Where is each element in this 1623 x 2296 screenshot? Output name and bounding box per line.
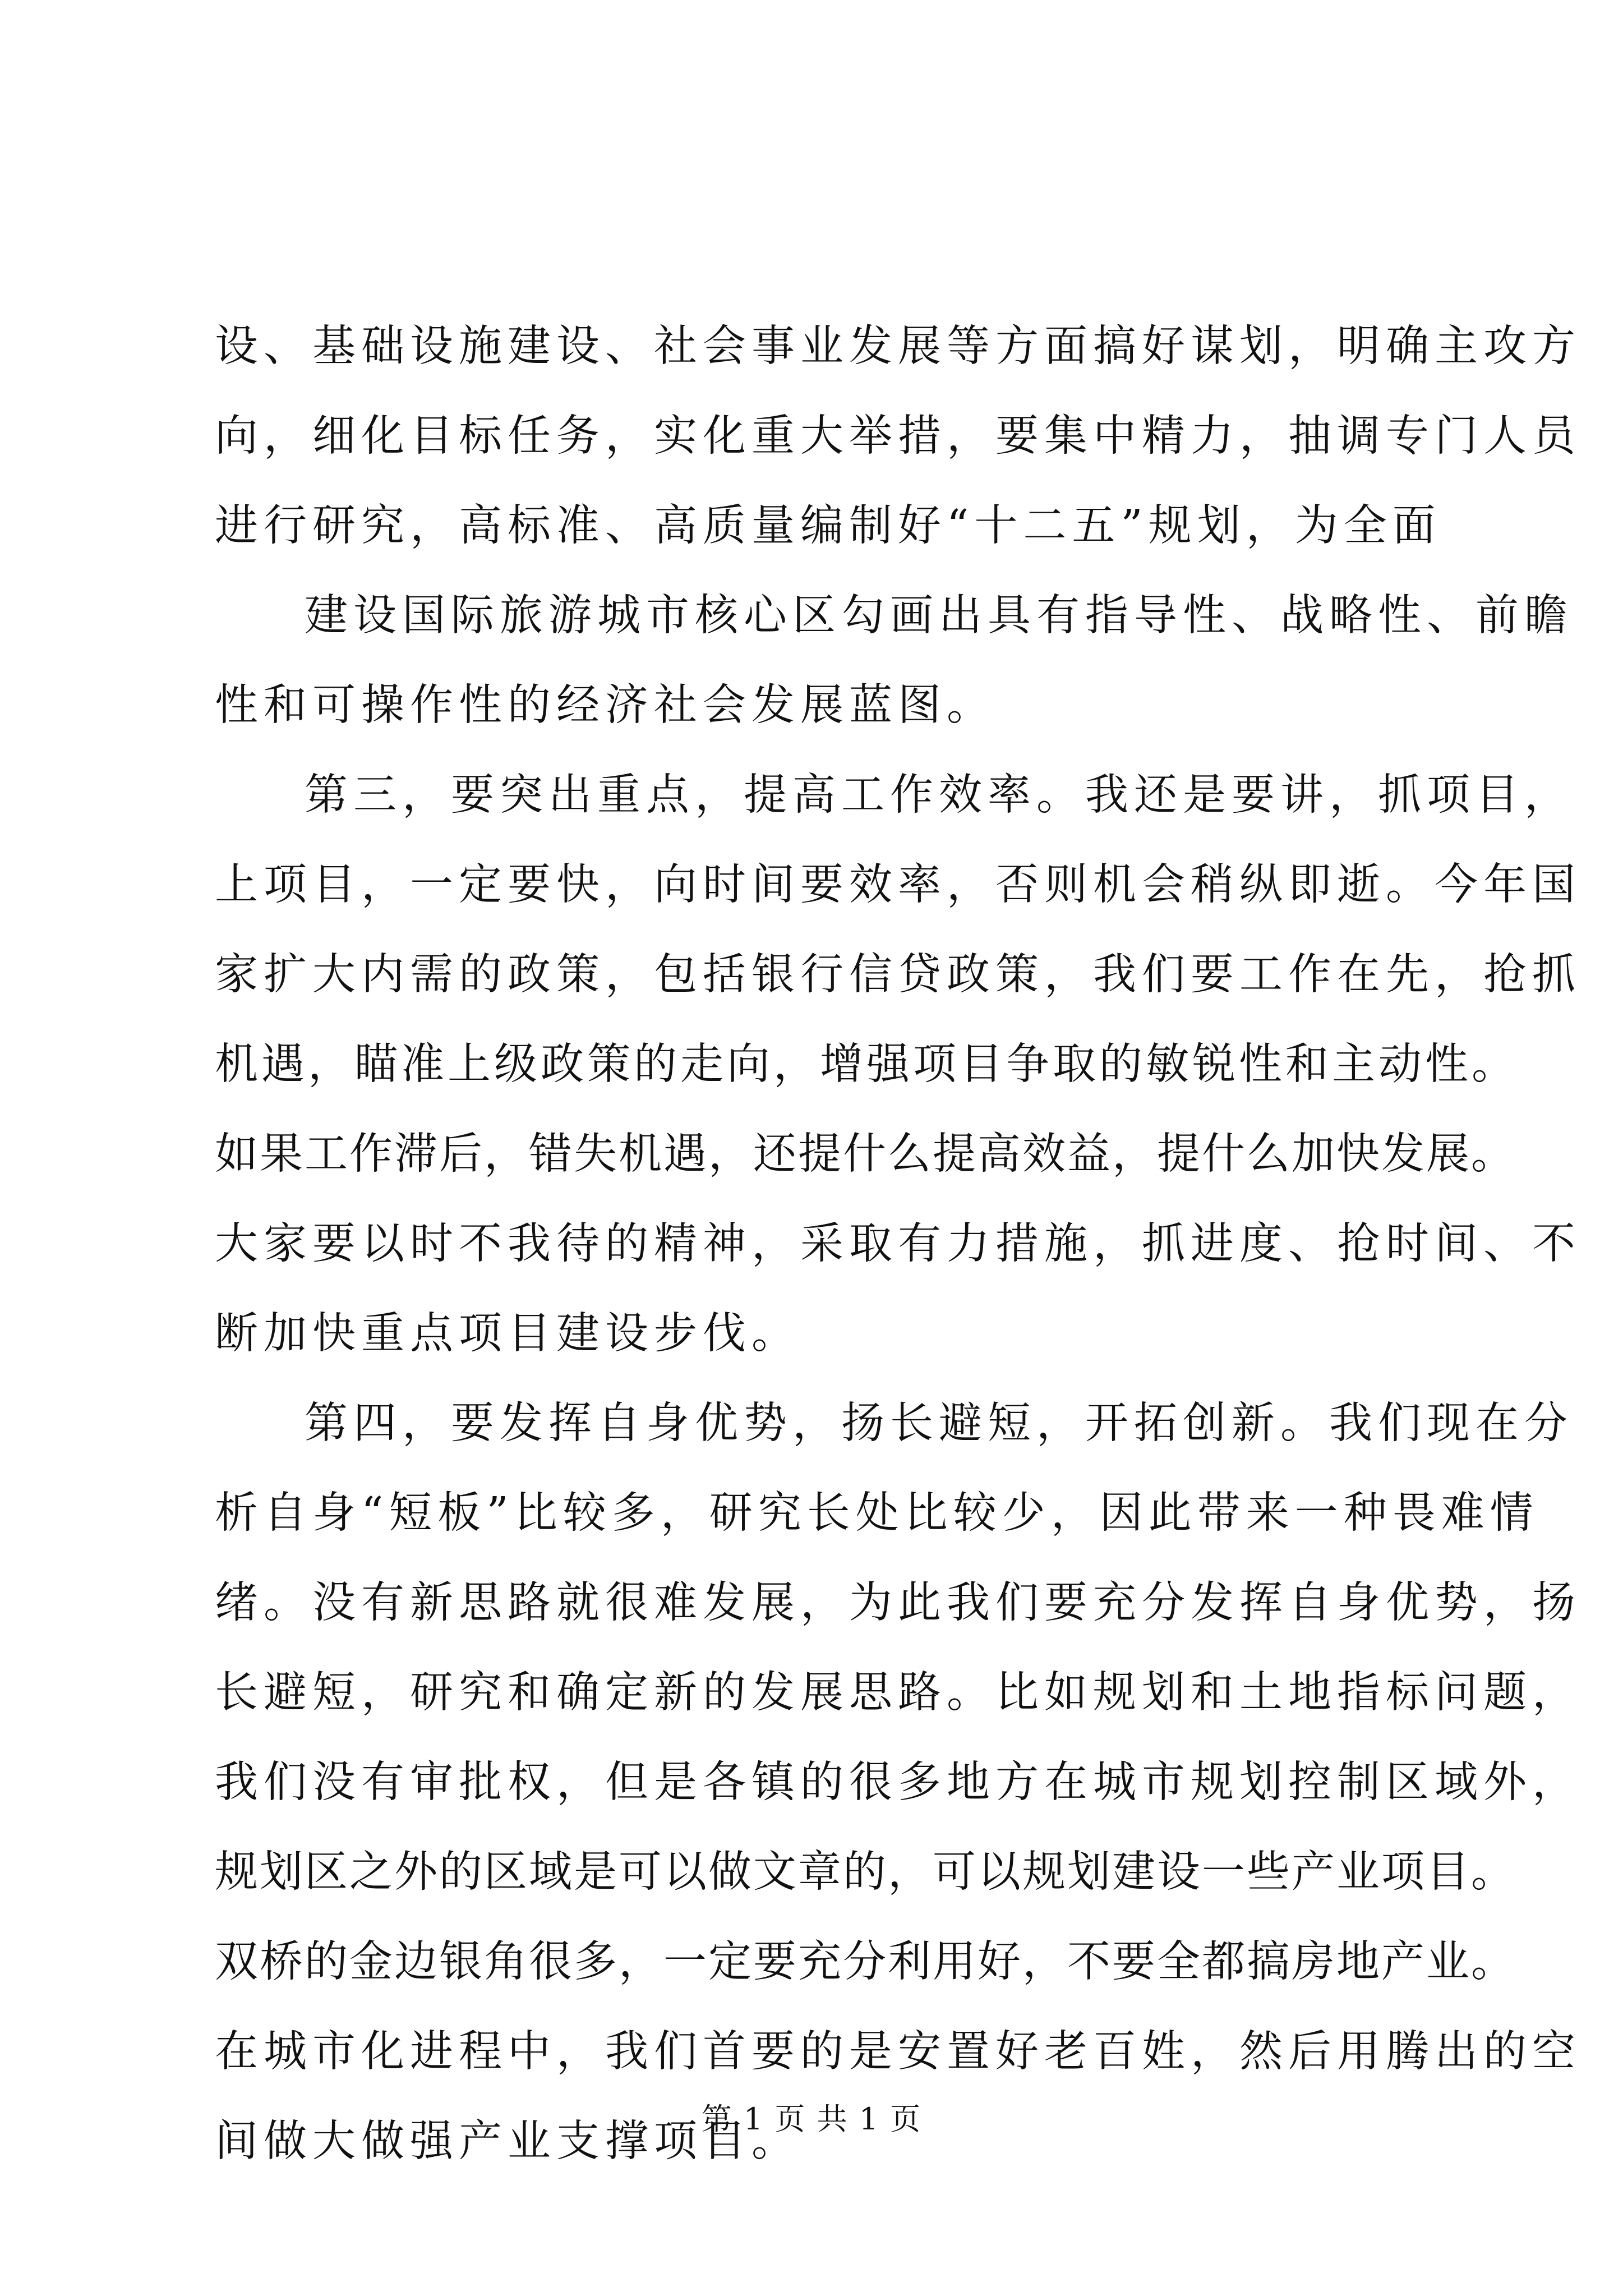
text-line: 上项目，一定要快，向时间要效率，否则机会稍纵即逝。今年国 xyxy=(215,860,1581,910)
text-line: 双桥的金边银角很多，一定要充分利用好，不要全都搞房地产业。 xyxy=(215,1937,1516,1987)
paragraph-first-line: 第三，要突出重点，提高工作效率。我还是要讲，抓项目， xyxy=(305,770,1573,820)
text-line: 我们没有审批权，但是各镇的很多地方在城市规划控制区域外， xyxy=(215,1757,1581,1807)
text-line: 如果工作滞后，错失机遇，还提什么提高效益，提什么加快发展。 xyxy=(215,1129,1516,1179)
text-line: 设、基础设施建设、社会事业发展等方面搞好谋划，明确主攻方 xyxy=(215,321,1581,371)
text-line: 家扩大内需的政策，包括银行信贷政策，我们要工作在先，抢抓 xyxy=(215,950,1581,1000)
text-line: 规划区之外的区域是可以做文章的，可以规划建设一些产业项目。 xyxy=(215,1847,1516,1897)
page-number-footer: 第 1 页 共 1 页 xyxy=(701,2101,922,2137)
text-line: 间做大做强产业支撑项目。 xyxy=(215,2116,800,2166)
text-line: 向，细化目标任务，实化重大举措，要集中精力，抽调专门人员 xyxy=(215,411,1581,461)
text-line: 机遇，瞄准上级政策的走向，增强项目争取的敏锐性和主动性。 xyxy=(215,1039,1518,1089)
text-line: 性和可操作性的经济社会发展蓝图。 xyxy=(215,680,995,730)
text-line: 绪。没有新思路就很难发展，为此我们要充分发挥自身优势，扬 xyxy=(215,1578,1581,1628)
text-line: 在城市化进程中，我们首要的是安置好老百姓，然后用腾出的空 xyxy=(215,2027,1581,2077)
body-text xyxy=(215,302,1581,2187)
paragraph-first-line: 建设国际旅游城市核心区勾画出具有指导性、战略性、前瞻 xyxy=(305,591,1573,641)
text-line: 析自身“短板”比较多，研究长处比较少，因此带来一种畏难情 xyxy=(215,1488,1539,1538)
text-line: 断加快重点项目建设步伐。 xyxy=(215,1309,800,1359)
text-line: 长避短，研究和确定新的发展思路。比如规划和土地指标问题， xyxy=(215,1668,1581,1718)
text-line: 大家要以时不我待的精神，采取有力措施，抓进度、抢时间、不 xyxy=(215,1219,1581,1269)
text-line: 进行研究，高标准、高质量编制好“十二五”规划，为全面 xyxy=(215,501,1441,551)
paragraph-first-line: 第四，要发挥自身优势，扬长避短，开拓创新。我们现在分 xyxy=(305,1398,1573,1448)
